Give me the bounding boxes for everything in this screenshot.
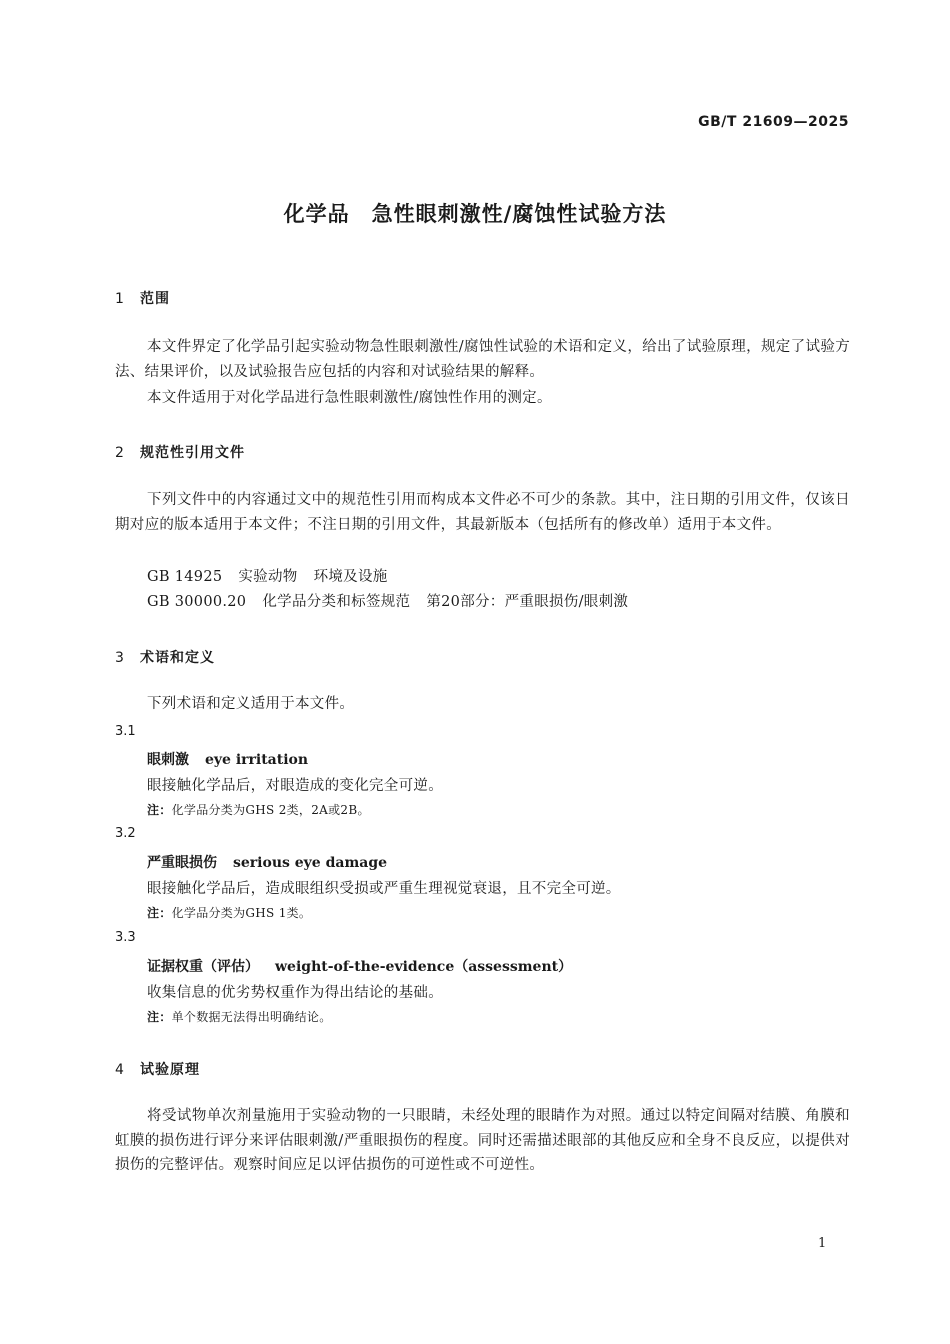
section-4-paragraph-1: 将受试物单次剂量施用于实验动物的一只眼睛，未经处理的眼睛作为对照。通过以特定间隔对结膜、角膜和虹膜的损伤进行评分来评估眼刺激/严重眼损伤的程度。同时还需描述眼部的其他反应和全身不良反应，以提供对损伤的完整评估。观察时间应足以评估损伤的可逆性或不可逆性。 (115, 1108, 850, 1173)
page-number: 1 (818, 1236, 827, 1251)
term-english: eye irritation (205, 752, 309, 768)
document-title: 化学品 急性眼刺激性/腐蚀性试验方法 (283, 202, 667, 226)
reference-item (147, 565, 388, 589)
section-number: 3 (115, 650, 125, 666)
section-3-paragraph-1: 下列术语和定义适用于本文件。 (147, 696, 355, 712)
term-chinese: 眼刺激 (147, 752, 189, 768)
section-1-paragraph-2: 本文件适用于对化学品进行急性眼刺激性/腐蚀性作用的测定。 (147, 390, 552, 406)
term-note (147, 1008, 332, 1025)
term-heading (147, 956, 572, 976)
term-heading (147, 749, 308, 769)
note-label: 注： (147, 803, 172, 817)
term-definition: 眼接触化学品后，造成眼组织受损或严重生理视觉衰退，且不完全可逆。 (147, 881, 621, 897)
term-definition: 眼接触化学品后，对眼造成的变化完全可逆。 (147, 778, 443, 794)
section-number: 4 (115, 1062, 125, 1078)
term-heading (147, 852, 387, 872)
term-number: 3.3 (115, 930, 136, 945)
section-4-heading (115, 1059, 200, 1079)
section-number: 2 (115, 445, 125, 461)
standard-code: GB/T 21609—2025 (698, 114, 849, 130)
term-english: weight-of-the-evidence（assessment） (275, 959, 573, 975)
reference-item (147, 590, 628, 614)
section-1-paragraph-1: 本文件界定了化学品引起实验动物急性眼刺激性/腐蚀性试验的术语和定义，给出了试验原理，规定了试验方法、结果评价，以及试验报告应包括的内容和对试验结果的解释。 (115, 339, 850, 380)
section-title: 术语和定义 (140, 650, 215, 666)
term-chinese: 证据权重（评估） (147, 959, 259, 975)
reference-title: 化学品分类和标签规范 (262, 594, 411, 610)
reference-subtitle: 环境及设施 (313, 569, 388, 585)
note-text: 化学品分类为GHS 1类。 (171, 906, 312, 920)
term-english: serious eye damage (233, 855, 388, 871)
reference-subtitle: 第20部分：严重眼损伤/眼刺激 (426, 594, 629, 610)
reference-title: 实验动物 (238, 569, 298, 585)
term-number: 3.1 (115, 724, 136, 739)
term-definition: 收集信息的优劣势权重作为得出结论的基础。 (147, 985, 443, 1001)
section-2-paragraph-1: 下列文件中的内容通过文中的规范性引用而构成本文件必不可少的条款。其中，注日期的引用文件，仅该日期对应的版本适用于本文件；不注日期的引用文件，其最新版本（包括所有的修改单）适用于本文件。 (115, 492, 850, 533)
term-note (147, 904, 311, 921)
section-2-heading (115, 442, 245, 462)
section-3-heading (115, 647, 215, 667)
note-label: 注： (147, 906, 172, 920)
section-title: 范围 (140, 291, 170, 307)
term-chinese: 严重眼损伤 (147, 855, 217, 871)
section-title: 规范性引用文件 (140, 445, 245, 461)
term-number: 3.2 (115, 826, 136, 841)
reference-code: GB 14925 (147, 569, 223, 585)
note-text: 化学品分类为GHS 2类，2A或2B。 (171, 803, 370, 817)
section-number: 1 (115, 291, 125, 307)
section-1-heading (115, 288, 170, 308)
reference-code: GB 30000.20 (147, 594, 247, 610)
section-title: 试验原理 (140, 1062, 200, 1078)
note-text: 单个数据无法得出明确结论。 (171, 1010, 332, 1024)
term-note (147, 801, 370, 818)
note-label: 注： (147, 1010, 172, 1024)
